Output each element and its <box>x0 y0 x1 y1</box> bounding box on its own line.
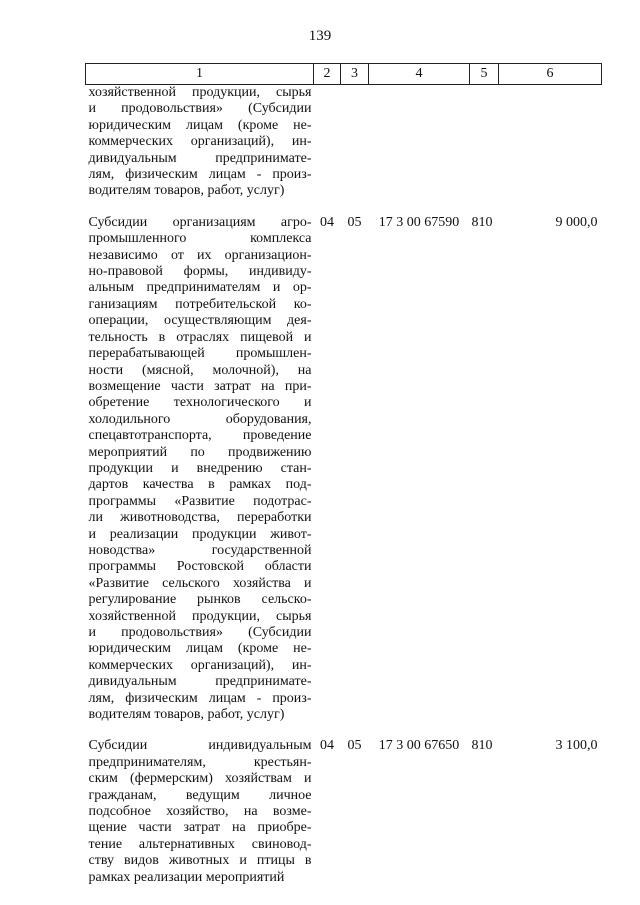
description-line: дивидуальным предпринимате- <box>88 674 312 690</box>
description-line: новодства» государственной <box>88 542 312 558</box>
description-line: дивидуальным предпринимате- <box>88 150 312 166</box>
row-description <box>86 738 314 886</box>
description-line: и реализации продукции живот- <box>88 526 312 542</box>
description-line: коммерческих организаций), ин- <box>88 134 312 150</box>
budget-table <box>85 63 602 886</box>
description-line: предпринимателям, крестьян- <box>88 754 312 770</box>
description-line: и продовольствия» (Субсидии <box>88 101 312 117</box>
header-col-1: 1 <box>86 64 314 85</box>
description-line: возмещение части затрат на при- <box>88 378 312 394</box>
description-line: перерабатывающей промышлен- <box>88 346 312 362</box>
row-spacer <box>86 723 602 738</box>
description-line: холодильного оборудования, <box>88 411 312 427</box>
header-col-5: 5 <box>470 64 499 85</box>
description-line: промышленного комплекса <box>88 231 312 247</box>
row-subsection: 05 <box>347 214 362 230</box>
description-line: лям, физическим лицам - произ- <box>88 690 312 706</box>
description-line: «Развитие сельского хозяйства и <box>88 575 312 591</box>
description-line: коммерческих организаций), ин- <box>88 657 312 673</box>
description-line: программы Ростовской области <box>88 559 312 575</box>
row-amount: 3 100,0 <box>555 738 598 754</box>
row-section <box>314 85 341 200</box>
header-col-6: 6 <box>499 64 602 85</box>
description-line: мероприятий по продвижению <box>88 444 312 460</box>
description-line: водителям товаров, работ, услуг) <box>88 183 285 199</box>
description-line: хозяйственной продукции, сырья <box>88 608 312 624</box>
description-line: рамках реализации мероприятий <box>88 869 285 885</box>
description-line: хозяйственной продукции, сырья <box>88 85 312 100</box>
description-line: обретение технологического и <box>88 395 312 411</box>
description-line: дартов качества в рамках под- <box>88 477 312 493</box>
row-expense-type: 810 <box>471 214 493 230</box>
row-subsection <box>341 85 369 200</box>
row-target-article: 17 3 00 67590 <box>378 214 460 230</box>
description-line: ли животноводства, переработки <box>88 510 312 526</box>
description-line: тение альтернативных свиновод- <box>88 836 312 852</box>
description-line: лям, физическим лицам - произ- <box>88 167 312 183</box>
row-expense-type: 810 <box>471 738 493 754</box>
table-body <box>86 85 602 887</box>
row-description <box>86 215 314 724</box>
row-section: 04 <box>320 214 334 230</box>
description-line: гражданам, ведущим личное <box>88 787 312 803</box>
description-line: ству видов животных и птицы в <box>88 853 312 869</box>
description-line: подсобное хозяйство, на возме- <box>88 804 312 820</box>
description-line: Субсидии организациям агро- <box>88 214 312 230</box>
description-line: ганизациям потребительской ко- <box>88 296 312 312</box>
description-line: спецавтотранспорта, проведение <box>88 428 312 444</box>
table-row <box>86 215 602 724</box>
header-col-3: 3 <box>341 64 369 85</box>
description-line: альным предпринимателям и ор- <box>88 280 312 296</box>
description-line: юридическим лицам (кроме не- <box>88 641 312 657</box>
description-line: юридическим лицам (кроме не- <box>88 117 312 133</box>
table-header-row <box>86 64 602 85</box>
page-number: 139 <box>308 28 332 44</box>
row-target-article <box>369 85 470 200</box>
description-line: продукции и внедрению стан- <box>88 460 312 476</box>
row-description <box>86 85 314 200</box>
description-line: программы «Развитие подотрас- <box>88 493 312 509</box>
row-subsection: 05 <box>347 738 362 754</box>
row-expense-type <box>470 85 499 200</box>
description-line: операции, осуществляющим дея- <box>88 313 312 329</box>
header-col-2: 2 <box>314 64 341 85</box>
table-row <box>86 738 602 886</box>
description-line: но-правовой формы, индивиду- <box>88 264 312 280</box>
description-line: тельность в отраслях пищевой и <box>88 329 312 345</box>
table-row <box>86 85 602 200</box>
row-target-article: 17 3 00 67650 <box>378 738 460 754</box>
row-amount <box>499 85 602 200</box>
description-line: ским (фермерским) хозяйствам и <box>88 771 312 787</box>
row-amount: 9 000,0 <box>555 214 598 230</box>
description-line: водителям товаров, работ, услуг) <box>88 707 285 723</box>
description-line: регулирование рынков сельско- <box>88 592 312 608</box>
row-section: 04 <box>320 738 334 754</box>
description-line: независимо от их организацион- <box>88 247 312 263</box>
header-col-4: 4 <box>369 64 470 85</box>
row-spacer <box>86 200 602 215</box>
description-line: ности (мясной, молочной), на <box>88 362 312 378</box>
description-line: щение части затрат на приобре- <box>88 820 312 836</box>
description-line: Субсидии индивидуальным <box>88 738 312 754</box>
description-line: и продовольствия» (Субсидии <box>88 625 312 640</box>
